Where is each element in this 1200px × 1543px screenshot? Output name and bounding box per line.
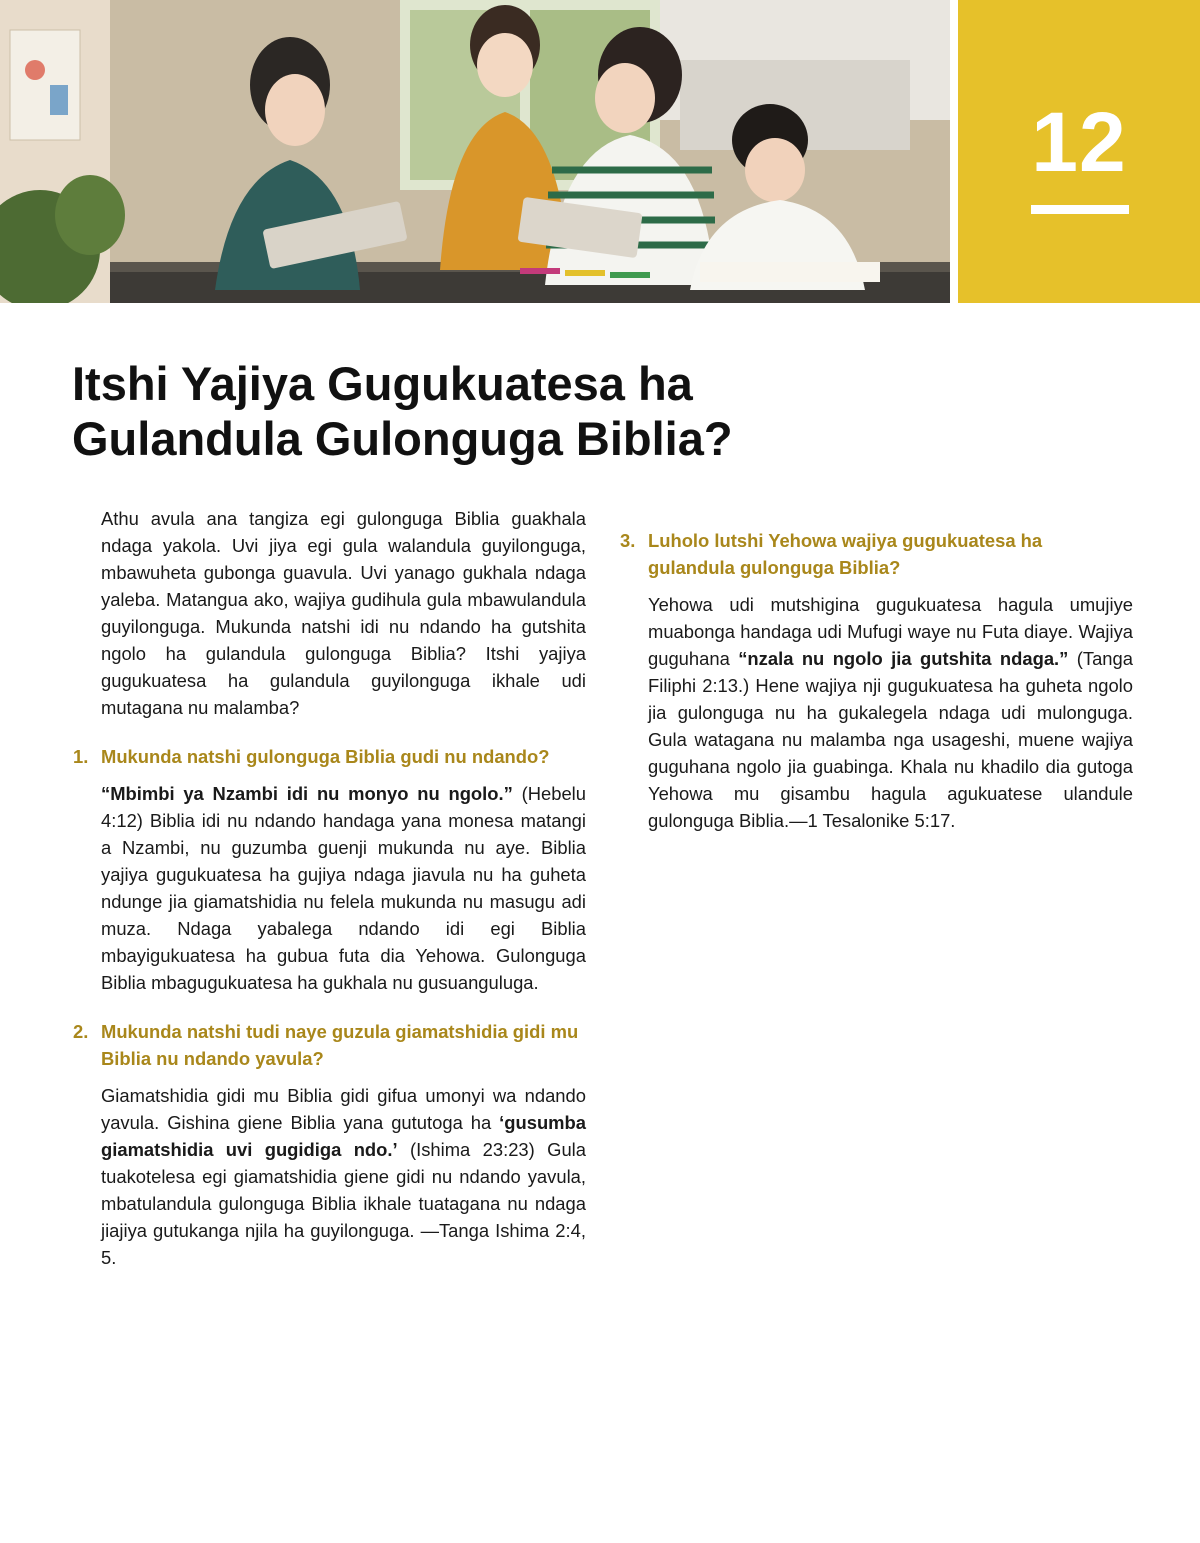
question-2-text: Mukunda natshi tudi naye guzula giamatshidia gidi mu Biblia nu ndando yavula?	[101, 1021, 579, 1069]
intro-paragraph: Athu avula ana tangiza egi gulonguga Biblia guakhala ndaga yakola. Uvi jiya egi gula walandula guyilonguga, mbawuheta gubonga guavula. Uvi yanago gukhala ndaga yaleba. Matangua ako, wajiya gudihula gula mbawulandula guyilonguga. Mukunda natshi idi nu ndando ha gutshita ngolo ha gulandula gulonguga Biblia? Itshi yajiya gugukuatesa ha gulandula guyilonguga ikhale udi mutagana nu malamba?	[101, 508, 586, 718]
answer-2-text: (Ishima 23:23) Gula tuakotelesa egi giamatshidia giene gidi nu ndando yavula, mbatulandula gulonguga Biblia ikhale tuatagana nu ndaga jiajiya gutukanga njila ha guyilonguga. —Tanga Ishima 2:4, 5.	[101, 1139, 586, 1268]
answer-2-lead: Giamatshidia gidi mu Biblia gidi gifua umonyi wa ndando yavula. Gishina giene Biblia yana gututoga ha	[101, 1085, 586, 1133]
answer-3-scripture: “nzala nu ngolo jia gutshita ndaga.”	[738, 648, 1069, 669]
question-2	[73, 1018, 586, 1072]
answer-2	[73, 1082, 586, 1271]
chapter-rule	[1031, 205, 1129, 214]
answer-2-scripture: ‘gusumba giamatshidia uvi gugidiga ndo.’	[101, 1112, 586, 1160]
photo-illustration	[0, 0, 950, 303]
question-3-text: Luholo lutshi Yehowa wajiya gugukuatesa ha gulandula gulonguga Biblia?	[648, 530, 1043, 578]
answer-1	[73, 780, 586, 996]
answer-3-text: (Tanga Filiphi 2:13.) Hene wajiya nji gugukuatesa ha guheta ngolo jia gulonguga nu ha gukalegela ndaga udi mulonguga. Gula watagana nu malamba nga usageshi, muene wajiya guguhana ngolo jia guabinga. Khala nu khadilo dia gutoga Yehowa mu gisambu hagula agukuatese ulandule gulonguga Biblia.—1 Tesalonike 5:17.	[648, 648, 1133, 831]
page-title-line-2: Gulandula Gulonguga Biblia?	[72, 412, 733, 465]
answer-3-lead: Yehowa udi mutshigina gugukuatesa hagula umujiye muabonga handaga udi Mufugi waye nu Futa diaye. Wajiya guguhana	[648, 594, 1133, 669]
question-2-number: 2.	[73, 1021, 89, 1042]
left-column	[73, 505, 586, 1271]
question-1	[73, 743, 586, 770]
question-1-text: Mukunda natshi gulonguga Biblia gudi nu ndando?	[101, 746, 550, 767]
question-3	[620, 527, 1133, 581]
right-column	[620, 505, 1133, 834]
answer-1-text: (Hebelu 4:12) Biblia idi nu ndando handaga yana monesa matangi a Nzambi, nu guzumba guenji mukunda nu aye. Biblia yajiya gugukuatesa ha gujiya ndaga jiavula nu ha guheta ndunge jia giamatshidia nu felela mukunda nu masugu adi muza. Ndaga yabalega ndando idi egi Biblia mbayigukuatesa ha gubua futa dia Yehowa. Gulonguga Biblia mbagugukuatesa ha gukhala nu gusuanguluga.	[101, 783, 587, 993]
answer-1-scripture: “Mbimbi ya Nzambi idi nu monyo nu ngolo.”	[101, 783, 513, 804]
question-1-number: 1.	[73, 746, 89, 767]
chapter-badge	[958, 0, 1200, 303]
page-title-line-1: Itshi Yajiya Gugukuatesa ha	[72, 357, 693, 410]
answer-3	[620, 591, 1133, 834]
question-3-number: 3.	[620, 530, 636, 551]
page-title	[72, 356, 972, 466]
chapter-number: 12	[1031, 95, 1127, 189]
family-bible-study-photo	[0, 0, 950, 303]
